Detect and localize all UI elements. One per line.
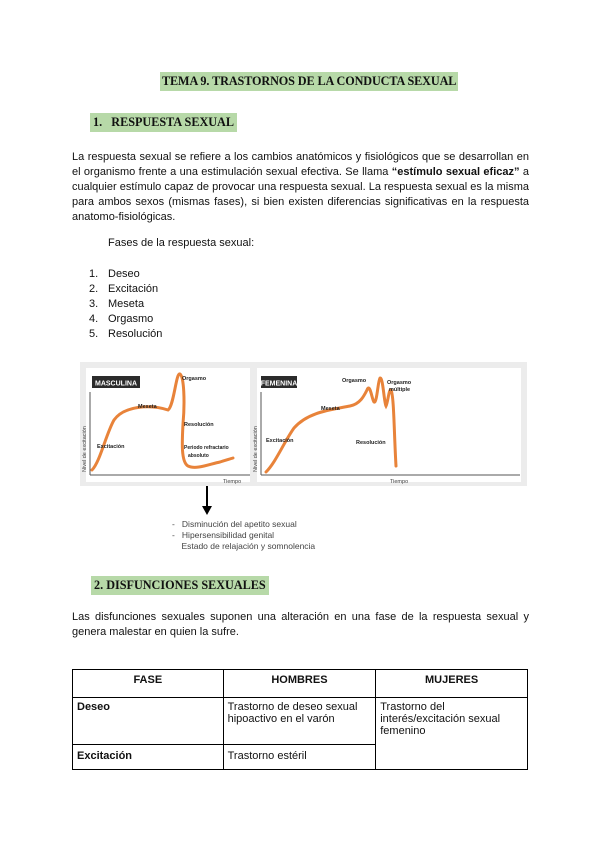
header-mujeres: MUJERES (376, 670, 528, 698)
cell-hombres: Trastorno de deseo sexual hipoactivo en el varón (223, 698, 376, 745)
sexual-response-figure (80, 362, 527, 486)
phase-label: Deseo (108, 268, 140, 280)
female-label-orgasmo-multiple-2: múltiple (389, 387, 411, 393)
note-item: - Disminución del apetito sexual (172, 519, 297, 529)
female-label-resolucion: Resolución (356, 440, 386, 446)
male-label-excitacion: Excitación (97, 444, 125, 450)
phase-item (72, 267, 162, 282)
female-y-axis-label: Nivel de excitación (253, 426, 259, 472)
disfunciones-paragraph: Las disfunciones sexuales suponen una alteración en una fase de la respuesta sexual y genera malestar en quien la sufre. (72, 611, 529, 638)
phases-list (72, 267, 162, 342)
phase-item (72, 312, 162, 327)
phase-label: Excitación (108, 283, 159, 295)
male-y-axis-label: Nivel de excitación (82, 426, 88, 472)
note-item: Estado de relajación y somnolencia (172, 541, 316, 551)
table-row (73, 698, 528, 745)
phases-intro: Fases de la respuesta sexual: (108, 237, 255, 249)
phase-number: 5. (89, 328, 99, 340)
female-label-orgasmo: Orgasmo (342, 378, 367, 384)
female-x-axis-label: Tiempo (390, 479, 409, 485)
female-title: FEMENINA (260, 380, 298, 388)
male-label-meseta: Meseta (138, 404, 157, 410)
intro-text-2: a cualquier estímulo capaz de provocar una respuesta sexual. La respuesta sexual es la misma para ambos sexos (mismas fases), si bien existen diferencias significativas en la respuesta anatomo-fisiológicas. (72, 166, 529, 223)
disfunciones-table (72, 669, 528, 770)
phase-label: Orgasmo (108, 313, 154, 325)
header-hombres: HOMBRES (223, 670, 376, 698)
refractory-notes (172, 519, 315, 552)
phase-number: 1. (89, 268, 99, 280)
male-label-refractario-2: absoluto (188, 453, 209, 459)
intro-paragraph (72, 150, 529, 225)
phase-item (72, 282, 162, 297)
cell-mujeres-merged: Trastorno del interés/excitación sexual femenino (376, 698, 528, 770)
header-fase: FASE (73, 670, 224, 698)
table-header-row (73, 670, 528, 698)
female-label-orgasmo-multiple-1: Orgasmo (387, 380, 412, 386)
phase-label: Meseta (108, 298, 145, 310)
intro-bold-term: “estímulo sexual eficaz” (391, 166, 520, 178)
male-label-refractario-1: Periodo refractario (184, 445, 229, 451)
cell-hombres: Trastorno estéril (223, 745, 376, 770)
female-label-excitacion: Excitación (266, 438, 294, 444)
cell-fase: Deseo (73, 698, 224, 745)
phase-item (72, 327, 162, 342)
phase-number: 2. (89, 283, 99, 295)
intro-text-1: La respuesta sexual se refiere a los cambios anatómicos y fisiológicos que se desarrollan en el organismo frente a una estimulación sexual efectiva. Se llama (72, 151, 529, 178)
cell-fase: Excitación (73, 745, 224, 770)
page-title: TEMA 9. TRASTORNOS DE LA CONDUCTA SEXUAL (160, 72, 458, 91)
section-heading-respuesta-sexual: 1. RESPUESTA SEXUAL (90, 113, 237, 132)
male-label-orgasmo: Orgasmo (182, 376, 207, 382)
phase-label: Resolución (108, 328, 163, 340)
female-label-meseta: Meseta (321, 406, 340, 412)
phase-number: 3. (89, 298, 99, 310)
male-title: MASCULINA (95, 380, 137, 388)
male-x-axis-label: Tiempo (223, 479, 242, 485)
male-label-resolucion: Resolución (184, 422, 214, 428)
phase-number: 4. (89, 313, 99, 325)
arrow-down-icon (200, 486, 214, 516)
note-item: - Hipersensibilidad genital (172, 530, 275, 540)
phase-item (72, 297, 162, 312)
section-heading-disfunciones: 2. DISFUNCIONES SEXUALES (91, 576, 269, 595)
